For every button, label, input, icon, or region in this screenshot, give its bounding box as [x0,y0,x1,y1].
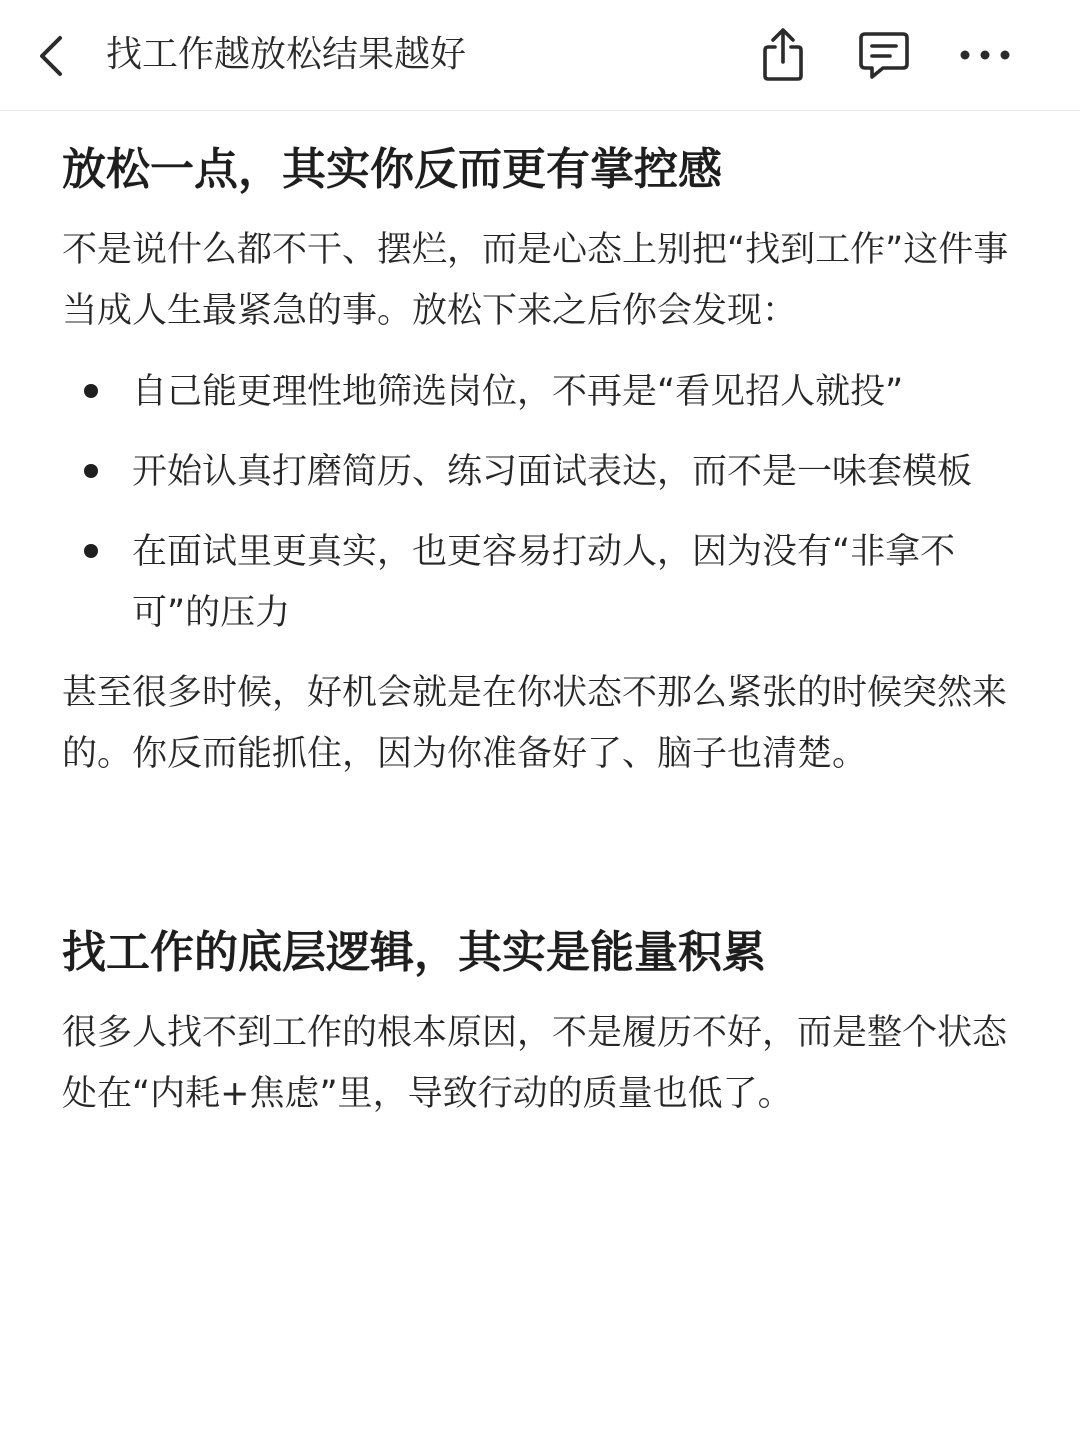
comment-icon [857,28,911,82]
list-item [62,362,1022,423]
top-nav-bar [0,0,1080,111]
list-item [62,522,1022,644]
paragraph: 不是说什么都不干、摆烂，而是心态上别把“找到工作”这件事当成人生最紧急的事。放松下来之后你会发现： [62,230,1009,331]
back-button[interactable] [26,28,76,84]
list-item [62,442,1022,503]
list-item-text: 在面试里更真实，也更容易打动人，因为没有“非拿不可”的压力 [132,532,956,633]
list-item-text: 自己能更理性地筛选岗位，不再是“看见招人就投” [132,372,904,412]
section-heading: 找工作的底层逻辑，其实是能量积累 [62,927,766,978]
article-body [62,132,1022,1125]
bullet-icon [84,544,98,558]
bullet-icon [84,464,98,478]
page-title: 找工作越放松结果越好 [106,34,467,75]
more-icon [957,47,1013,63]
chevron-left-icon [36,34,66,78]
section-heading: 放松一点，其实你反而更有掌控感 [62,144,722,195]
share-button[interactable] [752,24,814,86]
paragraph: 甚至很多时候，好机会就是在你状态不那么紧张的时候突然来的。你反而能抓住，因为你准备好了、脑子也清楚。 [62,673,1008,774]
share-icon [758,27,808,83]
bullet-icon [84,384,98,398]
comment-button[interactable] [853,24,915,86]
paragraph: 很多人找不到工作的根本原因，不是履历不好，而是整个状态处在“内耗+焦虑”里，导致行动的质量也低了。 [62,1013,1008,1114]
list-item-text: 开始认真打磨简历、练习面试表达，而不是一味套模板 [132,452,973,492]
bullet-list [62,362,1022,644]
more-button[interactable] [954,24,1016,86]
